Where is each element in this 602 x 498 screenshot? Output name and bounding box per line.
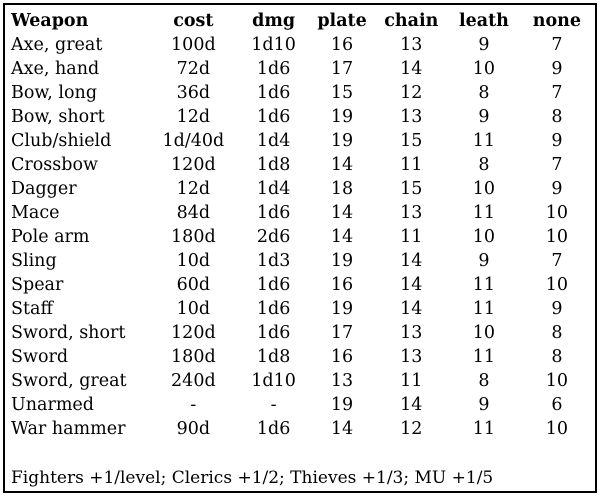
- leath-cell: 10: [472, 323, 496, 343]
- chain-cell: 11: [400, 155, 423, 175]
- table-row: [11, 345, 595, 369]
- dmg-cell: -: [270, 395, 277, 415]
- table-row: [11, 249, 595, 273]
- table-row: [11, 297, 595, 321]
- weapon-cell: Sword, short: [11, 323, 126, 343]
- none-cell: 8: [551, 347, 563, 367]
- cost-cell: 1d/40d: [162, 131, 225, 151]
- dmg-cell: 1d8: [256, 155, 291, 175]
- leath-cell: 11: [472, 203, 496, 223]
- leath-cell: 11: [472, 131, 496, 151]
- none-cell: 9: [551, 299, 563, 319]
- column-header-plate: plate: [317, 11, 367, 31]
- plate-cell: 13: [330, 371, 354, 391]
- chain-cell: 15: [400, 131, 423, 151]
- weapon-cell: Pole arm: [11, 227, 90, 247]
- weapon-cell: Axe, great: [11, 35, 103, 55]
- dmg-cell: 1d8: [256, 347, 291, 367]
- table-row: [11, 81, 595, 105]
- plate-cell: 16: [330, 275, 354, 295]
- cost-cell: 180d: [171, 227, 216, 247]
- table-frame: [3, 3, 597, 493]
- cost-cell: 100d: [171, 35, 216, 55]
- cost-cell: 72d: [176, 59, 211, 79]
- table-row: [11, 105, 595, 129]
- cost-cell: -: [190, 395, 197, 415]
- plate-cell: 19: [330, 107, 354, 127]
- dmg-cell: 1d6: [256, 275, 291, 295]
- dmg-cell: 1d6: [256, 203, 291, 223]
- dmg-cell: 1d10: [251, 371, 296, 391]
- weapon-cell: War hammer: [11, 419, 126, 439]
- dmg-cell: 1d3: [256, 251, 291, 271]
- table-row: [11, 201, 595, 225]
- chain-cell: 11: [400, 227, 423, 247]
- chain-cell: 13: [400, 347, 423, 367]
- dmg-cell: 1d6: [256, 59, 291, 79]
- cost-cell: 10d: [176, 251, 211, 271]
- table-body: [11, 33, 595, 441]
- plate-cell: 19: [330, 251, 354, 271]
- plate-cell: 19: [330, 299, 354, 319]
- column-header-cost: cost: [173, 11, 214, 31]
- chain-cell: 14: [400, 395, 423, 415]
- plate-cell: 17: [330, 59, 354, 79]
- weapon-cell: Bow, long: [11, 83, 98, 103]
- table-row: [11, 369, 595, 393]
- leath-cell: 11: [472, 419, 496, 439]
- weapon-cell: Axe, hand: [11, 59, 100, 79]
- leath-cell: 9: [478, 107, 490, 127]
- none-cell: 9: [551, 179, 563, 199]
- table-row: [11, 273, 595, 297]
- leath-cell: 9: [478, 35, 490, 55]
- chain-cell: 11: [400, 371, 423, 391]
- weapon-cell: Bow, short: [11, 107, 105, 127]
- weapon-cell: Sword: [11, 347, 69, 367]
- cost-cell: 36d: [176, 83, 211, 103]
- chain-cell: 14: [400, 275, 423, 295]
- cost-cell: 90d: [176, 419, 211, 439]
- weapon-cell: Sling: [11, 251, 57, 271]
- chain-cell: 12: [400, 83, 423, 103]
- dmg-cell: 1d6: [256, 299, 291, 319]
- none-cell: 9: [551, 59, 563, 79]
- leath-cell: 8: [478, 371, 490, 391]
- leath-cell: 10: [472, 227, 496, 247]
- table-row: [11, 153, 595, 177]
- weapon-cell: Crossbow: [11, 155, 98, 175]
- plate-cell: 15: [330, 83, 354, 103]
- dmg-cell: 2d6: [256, 227, 291, 247]
- plate-cell: 14: [330, 203, 354, 223]
- chain-cell: 13: [400, 107, 423, 127]
- none-cell: 8: [551, 323, 563, 343]
- chain-cell: 12: [400, 419, 423, 439]
- cost-cell: 240d: [171, 371, 216, 391]
- leath-cell: 11: [472, 275, 496, 295]
- leath-cell: 11: [472, 299, 496, 319]
- plate-cell: 16: [330, 35, 354, 55]
- cost-cell: 180d: [171, 347, 216, 367]
- dmg-cell: 1d4: [256, 179, 291, 199]
- leath-cell: 10: [472, 179, 496, 199]
- weapon-cell: Mace: [11, 203, 60, 223]
- weapon-cell: Club/shield: [11, 131, 112, 151]
- header-row: [11, 9, 595, 33]
- cost-cell: 12d: [176, 107, 211, 127]
- table-row: [11, 225, 595, 249]
- table-row: [11, 417, 595, 441]
- plate-cell: 14: [330, 419, 354, 439]
- cost-cell: 12d: [176, 179, 211, 199]
- none-cell: 10: [545, 371, 569, 391]
- column-header-leath: leath: [458, 11, 509, 31]
- none-cell: 10: [545, 227, 569, 247]
- leath-cell: 8: [478, 155, 490, 175]
- cost-cell: 120d: [171, 155, 216, 175]
- chain-cell: 13: [400, 203, 423, 223]
- chain-cell: 14: [400, 251, 423, 271]
- plate-cell: 14: [330, 227, 354, 247]
- dmg-cell: 1d4: [256, 131, 291, 151]
- cost-cell: 10d: [176, 299, 211, 319]
- chain-cell: 13: [400, 35, 423, 55]
- table-row: [11, 177, 595, 201]
- leath-cell: 9: [478, 251, 490, 271]
- leath-cell: 9: [478, 395, 490, 415]
- column-header-dmg: dmg: [252, 11, 296, 31]
- table-row: [11, 33, 595, 57]
- column-header-none: none: [532, 11, 582, 31]
- table-row: [11, 129, 595, 153]
- none-cell: 7: [551, 35, 563, 55]
- none-cell: 7: [551, 251, 563, 271]
- leath-cell: 11: [472, 347, 496, 367]
- weapon-cell: Sword, great: [11, 371, 127, 391]
- none-cell: 10: [545, 275, 569, 295]
- plate-cell: 16: [330, 347, 354, 367]
- leath-cell: 10: [472, 59, 496, 79]
- none-cell: 10: [545, 419, 569, 439]
- chain-cell: 14: [400, 59, 423, 79]
- plate-cell: 18: [330, 179, 354, 199]
- cost-cell: 84d: [176, 203, 211, 223]
- column-header-weapon: Weapon: [11, 11, 89, 31]
- table-row: [11, 393, 595, 417]
- weapon-cell: Staff: [11, 299, 53, 319]
- plate-cell: 14: [330, 155, 354, 175]
- table-row: [11, 57, 595, 81]
- none-cell: 9: [551, 131, 563, 151]
- cost-cell: 120d: [171, 323, 216, 343]
- weapon-cell: Dagger: [11, 179, 77, 199]
- none-cell: 8: [551, 107, 563, 127]
- table-row: [11, 321, 595, 345]
- none-cell: 10: [545, 203, 569, 223]
- leath-cell: 8: [478, 83, 490, 103]
- column-header-chain: chain: [384, 11, 439, 31]
- none-cell: 7: [551, 155, 563, 175]
- none-cell: 7: [551, 83, 563, 103]
- plate-cell: 19: [330, 395, 354, 415]
- dmg-cell: 1d6: [256, 107, 291, 127]
- chain-cell: 15: [400, 179, 423, 199]
- chain-cell: 13: [400, 323, 423, 343]
- plate-cell: 19: [330, 131, 354, 151]
- weapon-cell: Spear: [11, 275, 64, 295]
- none-cell: 6: [551, 395, 563, 415]
- weapon-cell: Unarmed: [11, 395, 94, 415]
- dmg-cell: 1d10: [251, 35, 296, 55]
- chain-cell: 14: [400, 299, 423, 319]
- dmg-cell: 1d6: [256, 419, 291, 439]
- footnote: Fighters +1/level; Clerics +1/2; Thieves +1/3; MU +1/5: [11, 468, 494, 488]
- plate-cell: 17: [330, 323, 354, 343]
- weapon-table: [11, 9, 595, 441]
- cost-cell: 60d: [176, 275, 211, 295]
- dmg-cell: 1d6: [256, 323, 291, 343]
- dmg-cell: 1d6: [256, 83, 291, 103]
